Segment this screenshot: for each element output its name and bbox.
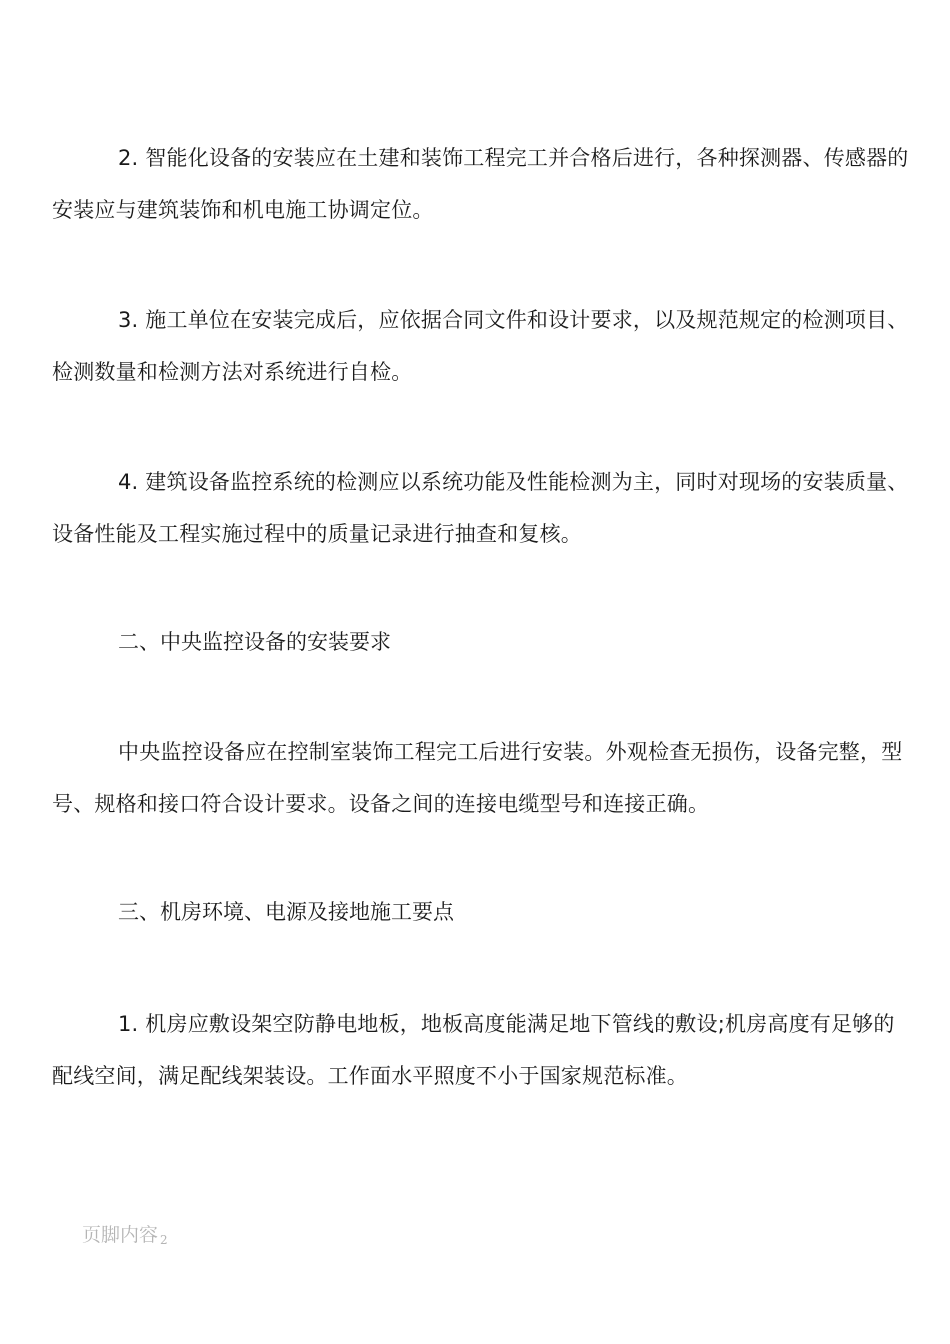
paragraph-item-2: 2. 智能化设备的安装应在土建和装饰工程完工并合格后进行，各种探测器、传感器的安装应与建筑装饰和机电施工协调定位。	[52, 146, 909, 222]
page-footer	[82, 1220, 168, 1247]
section-heading-machine-room: 三、机房环境、电源及接地施工要点	[118, 900, 454, 924]
section-heading-central-monitoring: 二、中央监控设备的安装要求	[118, 630, 391, 654]
page-number: 2	[160, 1233, 168, 1247]
footer-text: 页脚内容	[82, 1224, 159, 1246]
paragraph-item-4: 4. 建筑设备监控系统的检测应以系统功能及性能检测为主，同时对现场的安装质量、设备性能及工程实施过程中的质量记录进行抽查和复核。	[52, 470, 909, 546]
paragraph-item-3: 3. 施工单位在安装完成后，应依据合同文件和设计要求，以及规范规定的检测项目、检测数量和检测方法对系统进行自检。	[52, 308, 909, 384]
paragraph-central-monitoring: 中央监控设备应在控制室装饰工程完工后进行安装。外观检查无损伤，设备完整，型号、规格和接口符合设计要求。设备之间的连接电缆型号和连接正确。	[52, 740, 903, 816]
paragraph-machine-room: 1. 机房应敷设架空防静电地板，地板高度能满足地下管线的敷设;机房高度有足够的配线空间，满足配线架装设。工作面水平照度不小于国家规范标准。	[52, 1012, 895, 1088]
